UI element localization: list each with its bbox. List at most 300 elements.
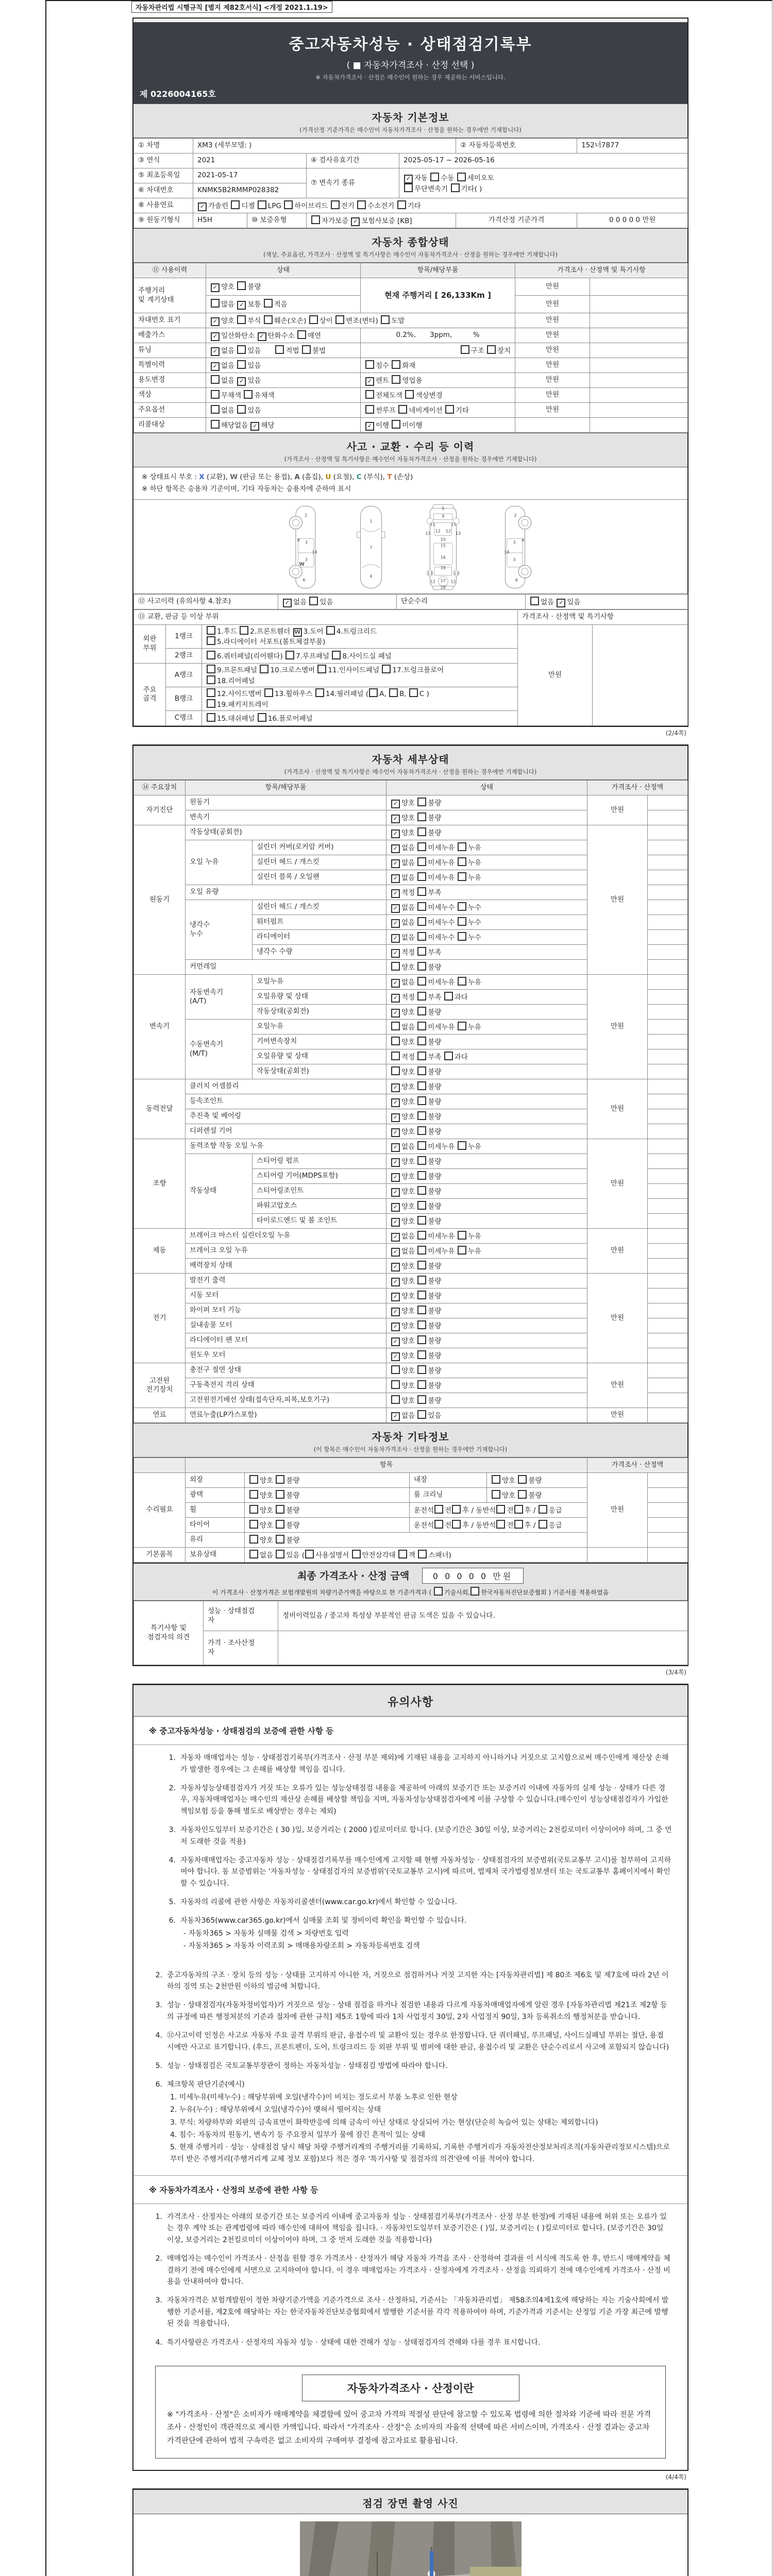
checkbox-empty[interactable] (207, 688, 215, 697)
check-cell[interactable]: 양호 불량 (487, 1473, 587, 1488)
checkbox-empty[interactable] (276, 1520, 284, 1529)
checkbox-empty[interactable] (417, 1350, 426, 1359)
check-cell[interactable]: ✓ 없음 있음 (206, 358, 361, 373)
check-cell[interactable]: ✓ 양호 불량 (386, 1184, 587, 1199)
check-cell[interactable]: ✓ 양호 불량 (386, 810, 587, 825)
checkbox-empty[interactable] (276, 1475, 284, 1484)
check-cell[interactable]: ✓ 양호 불량 (386, 1094, 587, 1109)
checkbox-empty[interactable] (211, 405, 220, 414)
checkbox-empty[interactable] (530, 597, 539, 605)
check-cell[interactable]: 양호 불량 (386, 1064, 587, 1079)
checkbox-checked[interactable]: ✓ (391, 1113, 400, 1122)
checkbox-empty[interactable] (417, 1246, 426, 1255)
check-cell[interactable]: ✓ 양호 불량 (386, 1289, 587, 1303)
checkbox-empty[interactable] (444, 992, 453, 1001)
checkbox-empty[interactable] (445, 405, 454, 414)
check-cell[interactable]: ✓ 양호 불량 (386, 795, 587, 810)
checkbox-empty[interactable] (381, 315, 390, 324)
checkbox-checked[interactable]: ✓ (391, 859, 400, 868)
check-cell[interactable]: 1.후드 2.프론트휀더 W 3.도어 4.트렁크리드 5.라디에이터 서포트(볼트체결부품) (202, 624, 518, 648)
check-cell[interactable]: ✓ 양호 불량 (386, 1274, 587, 1289)
check-cell[interactable]: ✓ 양호 불량 (386, 1109, 587, 1124)
checkbox-checked[interactable]: ✓ (391, 1009, 400, 1018)
checkbox-checked[interactable]: ✓ (404, 175, 413, 183)
checkbox-empty[interactable] (331, 200, 340, 209)
checkbox-empty[interactable] (207, 665, 215, 673)
checkbox-empty[interactable] (434, 1587, 443, 1596)
checkbox-checked[interactable]: ✓ (250, 422, 259, 431)
checkbox-empty[interactable] (207, 626, 215, 635)
check-cell[interactable]: ✓ 없음 미세누유 누유 (386, 1139, 587, 1154)
checkbox-empty[interactable] (240, 626, 248, 635)
checkbox-empty[interactable] (434, 1520, 443, 1529)
checkbox-empty[interactable] (458, 917, 466, 926)
checkbox-empty[interactable] (514, 1520, 523, 1529)
value-transmission[interactable]: ✓ 자동 수동 세미오토 무단변속기 기타( ) (399, 168, 688, 198)
checkbox-checked[interactable]: ✓ (283, 599, 292, 607)
checkbox-empty[interactable] (417, 962, 426, 971)
checkbox-empty[interactable] (207, 651, 215, 659)
checkbox-checked[interactable]: ✓ (557, 599, 565, 607)
checkbox-checked[interactable]: ✓ (391, 829, 400, 838)
checkbox-checked[interactable]: ✓ (391, 1173, 400, 1182)
checkbox-empty[interactable] (417, 887, 426, 896)
checkbox-checked[interactable]: ✓ (237, 301, 246, 310)
checkbox-empty[interactable] (249, 1475, 258, 1484)
checkbox-checked[interactable]: ✓ (391, 1308, 400, 1316)
section-etc-note: (이 항목은 매수인이 자동차가격조사 · 산정을 원하는 경우에만 기재합니다) (313, 1446, 508, 1453)
checkbox-checked[interactable]: ✓ (391, 1188, 400, 1197)
checkbox-empty[interactable] (452, 1505, 461, 1514)
check-cell[interactable]: 없음 ✓ 있음 (206, 373, 361, 388)
checkbox-empty[interactable] (417, 1007, 426, 1015)
check-cell[interactable]: ✓ 적정 부족 (386, 885, 587, 900)
checkbox-checked[interactable]: ✓ (391, 874, 400, 883)
check-cell[interactable]: 적정 부족 과다 (386, 1049, 587, 1064)
checkbox-checked[interactable]: ✓ (391, 1203, 400, 1212)
check-cell[interactable]: ✓ 양호 불량 (386, 1333, 587, 1348)
checkbox-empty[interactable] (417, 1291, 426, 1299)
checkbox-empty[interactable] (417, 1141, 426, 1150)
checkbox-empty[interactable] (276, 1505, 284, 1514)
checkbox-empty[interactable] (417, 827, 426, 836)
checkbox-empty[interactable] (276, 1490, 284, 1499)
checkbox-empty[interactable] (332, 651, 341, 659)
check-cell[interactable]: 양호 불량 (245, 1503, 410, 1518)
check-cell[interactable]: ✓ 없음 미세누유 누유 (386, 1244, 587, 1259)
checkbox-checked[interactable]: ✓ (391, 815, 400, 823)
checkbox-empty[interactable] (365, 360, 374, 369)
checkbox-empty[interactable] (391, 962, 400, 971)
checkbox-empty[interactable] (249, 1505, 258, 1514)
checkbox-checked[interactable]: ✓ (211, 283, 220, 292)
checkbox-empty[interactable] (275, 345, 284, 354)
checkbox-empty[interactable] (365, 405, 374, 414)
checkbox-checked[interactable]: ✓ (391, 1293, 400, 1301)
check-cell[interactable]: ✓ 없음 미세누유 누유 (386, 975, 587, 990)
check-cell[interactable]: 양호 불량 (245, 1473, 410, 1488)
panel-number-7: 7 (369, 545, 373, 550)
checkbox-empty[interactable] (539, 1520, 547, 1529)
checkbox-empty[interactable] (357, 200, 366, 209)
checkbox-empty[interactable] (518, 1490, 527, 1499)
check-cell[interactable]: 전체도색 색상변경 (361, 388, 515, 403)
checkbox-empty[interactable] (382, 665, 391, 673)
checkbox-empty[interactable] (297, 330, 306, 339)
checkbox-empty[interactable] (392, 420, 400, 429)
checkbox-empty[interactable] (211, 299, 220, 308)
check-cell[interactable]: 무채색 유채색 (206, 388, 361, 403)
checkbox-checked[interactable]: ✓ (391, 919, 400, 928)
checkbox-empty[interactable] (258, 713, 266, 722)
checkbox-empty[interactable] (417, 812, 426, 821)
checkbox-empty[interactable] (305, 1550, 314, 1558)
checkbox-empty[interactable] (211, 390, 220, 399)
checkbox-checked[interactable]: ✓ (391, 904, 400, 913)
checkbox-empty[interactable] (417, 1096, 426, 1105)
check-cell[interactable]: 양호 불량 (386, 960, 587, 975)
checkbox-empty[interactable] (311, 215, 320, 224)
checkbox-empty[interactable] (487, 345, 496, 354)
checkbox-empty[interactable] (391, 1022, 400, 1030)
check-cell[interactable]: ✓ 양호 불량 (386, 825, 587, 840)
checkbox-empty[interactable] (417, 1037, 426, 1045)
check-cell[interactable]: 없음 있음 ( 사용설명서 안전삼각대 잭 스패너) (245, 1548, 587, 1563)
section-detail-state (133, 745, 687, 780)
check-cell[interactable]: 없음 미세누유 누유 (386, 1020, 587, 1035)
checkbox-checked[interactable]: ✓ (391, 800, 400, 808)
checkbox-checked[interactable]: ✓ (391, 1158, 400, 1167)
checkbox-checked[interactable]: ✓ (391, 1412, 400, 1421)
check-cell[interactable]: 없음 있음 (206, 403, 361, 418)
checkbox-checked[interactable]: ✓ (391, 934, 400, 943)
checkbox-empty[interactable] (417, 1216, 426, 1225)
check-cell[interactable]: ✓ 양호 불량 (386, 1154, 587, 1169)
check-cell[interactable]: ✓ 양호 불량 (386, 1259, 587, 1274)
checkbox-empty[interactable] (417, 992, 426, 1001)
checkbox-empty[interactable] (417, 1111, 426, 1120)
checkbox-w-mark[interactable]: W (293, 628, 302, 637)
checkbox-empty[interactable] (417, 977, 426, 986)
check-cell[interactable]: ✓ 없음 미세누유 누유 (386, 1229, 587, 1244)
checkbox-empty[interactable] (417, 1320, 426, 1329)
checkbox-checked[interactable]: ✓ (211, 362, 220, 371)
checkbox-empty[interactable] (276, 1535, 284, 1544)
checkbox-empty[interactable] (391, 1052, 400, 1060)
checkbox-empty[interactable] (452, 1520, 461, 1529)
checkbox-empty[interactable] (417, 1276, 426, 1284)
checkbox-checked[interactable]: ✓ (391, 889, 400, 898)
checkbox-empty[interactable] (365, 390, 374, 399)
cell (648, 1393, 688, 1408)
checkbox-checked[interactable]: ✓ (391, 1143, 400, 1152)
checkbox-empty[interactable] (237, 281, 246, 290)
checkbox-empty[interactable] (404, 183, 413, 192)
checkbox-empty[interactable] (397, 200, 406, 209)
checkbox-empty[interactable] (237, 405, 246, 414)
checkbox-empty[interactable] (496, 1505, 505, 1514)
checkbox-empty[interactable] (492, 1475, 500, 1484)
checkbox-empty[interactable] (284, 200, 293, 209)
checkbox-empty[interactable] (417, 947, 426, 956)
checkbox-empty[interactable] (211, 375, 220, 384)
checkbox-empty[interactable] (417, 1365, 426, 1374)
checkbox-empty[interactable] (417, 798, 426, 806)
checkbox-empty[interactable] (417, 1081, 426, 1090)
checkbox-checked[interactable]: ✓ (391, 1323, 400, 1331)
checkbox-empty[interactable] (457, 173, 466, 181)
check-cell[interactable]: ✓ 양호 불량 (386, 1124, 587, 1139)
check-cell[interactable]: 침수 화재 (361, 358, 515, 373)
checkbox-empty[interactable] (417, 902, 426, 911)
checkbox-empty[interactable] (458, 1246, 466, 1255)
check-cell[interactable]: ✓ 렌트 영업용 (361, 373, 515, 388)
check-cell[interactable]: 15.대쉬패널 16.플로어패널 (202, 711, 518, 726)
section-accident-history (133, 433, 687, 467)
checkbox-empty[interactable] (249, 1535, 258, 1544)
checkbox-empty[interactable] (249, 1550, 258, 1558)
checkbox-empty[interactable] (302, 345, 311, 354)
checkbox-checked[interactable]: ✓ (391, 1248, 400, 1257)
checkbox-empty[interactable] (417, 1395, 426, 1404)
checkbox-checked[interactable]: ✓ (198, 202, 207, 211)
checkbox-empty[interactable] (237, 360, 246, 369)
checkbox-checked[interactable]: ✓ (391, 1263, 400, 1272)
check-cell[interactable]: ✓ 일산화탄소 ✓ 탄화수소 매연 (206, 328, 361, 343)
check-cell[interactable]: 9.프론트패널 10.크로스멤버 11.인사이드패널 17.트렁크플로어 18.리어패널 (202, 663, 518, 687)
check-cell[interactable]: ✓ 양호 불량 (386, 1169, 587, 1184)
check-cell[interactable]: 구조 장치 (361, 343, 515, 358)
check-cell[interactable]: ✓ 양호 불량 (386, 1303, 587, 1318)
check-cell[interactable]: ✓ 양호 부식 훼손(오손) 상이 변조(변타) 도말 (206, 313, 515, 328)
checkbox-empty[interactable] (231, 200, 240, 209)
checkbox-empty[interactable] (207, 699, 215, 708)
checkbox-empty[interactable] (207, 713, 215, 722)
checkbox-checked[interactable]: ✓ (391, 979, 400, 988)
checkbox-empty[interactable] (518, 1475, 527, 1484)
check-cell[interactable]: ✓ 적정 부족 과다 (386, 990, 587, 1005)
checkbox-empty[interactable] (260, 665, 268, 673)
checkbox-empty[interactable] (417, 1022, 426, 1030)
checkbox-empty[interactable] (249, 1520, 258, 1529)
checkbox-empty[interactable] (461, 345, 469, 354)
check-cell[interactable]: ✓ 없음 미세누유 누유 (386, 840, 587, 855)
value-accident-history[interactable]: ✓ 없음 있음 (278, 594, 397, 609)
checkbox-empty[interactable] (451, 183, 460, 192)
checkbox-empty[interactable] (417, 932, 426, 941)
checkbox-empty[interactable] (417, 857, 426, 866)
checkbox-checked[interactable]: ✓ (351, 217, 360, 226)
check-cell[interactable]: 양호 불량 (245, 1488, 410, 1503)
checkbox-empty[interactable] (244, 390, 253, 399)
checkbox-checked[interactable]: ✓ (391, 1083, 400, 1092)
checkbox-checked[interactable]: ✓ (391, 1337, 400, 1346)
check-cell[interactable]: 많음 ✓ 보통 적음 (206, 296, 361, 313)
checkbox-empty[interactable] (417, 1156, 426, 1165)
checkbox-empty[interactable] (335, 315, 344, 324)
check-cell[interactable]: 양호 불량 (487, 1488, 587, 1503)
checkbox-empty[interactable] (417, 1171, 426, 1180)
checkbox-empty[interactable] (264, 299, 273, 308)
checkbox-empty[interactable] (398, 1550, 407, 1558)
checkbox-checked[interactable]: ✓ (365, 377, 374, 386)
checkbox-empty[interactable] (417, 1410, 426, 1419)
checkbox-empty[interactable] (264, 315, 273, 324)
checkbox-empty[interactable] (398, 405, 407, 414)
checkbox-empty[interactable] (207, 636, 215, 645)
checkbox-empty[interactable] (417, 1231, 426, 1240)
checkbox-empty[interactable] (276, 1550, 284, 1558)
checkbox-empty[interactable] (369, 688, 378, 697)
checkbox-empty[interactable] (391, 1037, 400, 1045)
check-cell[interactable]: 12.사이드멤버 13.휠하우스 14.필러패널 ( A, B, C ) 19.패키지트레이 (202, 687, 518, 711)
checkbox-empty[interactable] (391, 1066, 400, 1075)
check-cell[interactable]: 양호 불량 (386, 1035, 587, 1049)
checkbox-empty[interactable] (417, 1126, 426, 1135)
checkbox-empty[interactable] (352, 1550, 361, 1558)
checkbox-empty[interactable] (417, 1186, 426, 1195)
checkbox-checked[interactable]: ✓ (211, 317, 220, 326)
check-cell[interactable]: ✓ 이행 미이행 (361, 418, 515, 433)
panel-number-3: 3 (513, 557, 516, 562)
checkbox-empty[interactable] (492, 1490, 500, 1499)
checkbox-empty[interactable] (391, 1380, 400, 1389)
checkbox-checked[interactable]: ✓ (391, 1098, 400, 1107)
checkbox-empty[interactable] (470, 1587, 479, 1596)
checkbox-empty[interactable] (417, 872, 426, 881)
checkbox-empty[interactable] (417, 1052, 426, 1060)
checkbox-checked[interactable]: ✓ (391, 1233, 400, 1242)
notice-item (162, 1752, 672, 1775)
checkbox-empty[interactable] (417, 1261, 426, 1269)
checkbox-empty[interactable] (417, 842, 426, 851)
checkbox-empty[interactable] (417, 1306, 426, 1314)
checkbox-empty[interactable] (458, 1231, 466, 1240)
value-car-name: XM3 (세부모델: ) (193, 139, 456, 154)
checkbox-empty[interactable] (391, 1395, 400, 1404)
cell: 실린더 커버(로커암 커버) (253, 840, 386, 855)
checkbox-empty[interactable] (430, 173, 439, 181)
checkbox-empty[interactable] (389, 688, 398, 697)
checkbox-empty[interactable] (417, 1066, 426, 1075)
checkbox-empty[interactable] (237, 315, 246, 324)
check-cell[interactable]: ✓ 없음 미세누유 누유 (386, 855, 587, 870)
checkbox-empty[interactable] (496, 1520, 505, 1529)
check-cell[interactable]: ✓ 적정 부족 (386, 945, 587, 960)
checkbox-empty[interactable] (392, 360, 400, 369)
checkbox-empty[interactable] (458, 1141, 466, 1150)
checkbox-empty[interactable] (417, 917, 426, 926)
check-cell[interactable]: ✓ 양호 불량 (386, 1318, 587, 1333)
checkbox-empty[interactable] (458, 857, 466, 866)
checkbox-empty[interactable] (539, 1505, 547, 1514)
check-cell[interactable]: 양호 불량 (386, 1363, 587, 1378)
checkbox-empty[interactable] (391, 1365, 400, 1374)
checkbox-empty[interactable] (405, 390, 414, 399)
check-cell[interactable]: ✓ 양호 불량 (386, 1214, 587, 1229)
checkbox-empty[interactable] (392, 375, 400, 384)
check-cell[interactable]: ✓ 없음 있음 (386, 1408, 587, 1423)
value-fuel[interactable]: ✓ 가솔린 디젤 LPG 하이브리드 전기 수소전기 기타 (193, 198, 688, 213)
check-cell[interactable]: 양호 불량 (386, 1393, 587, 1408)
panel-number-13: 13 (455, 531, 461, 536)
check-cell[interactable]: 운전석 전 후 / 동반석 전 후 / 응급 (410, 1503, 587, 1518)
checkbox-checked[interactable]: ✓ (365, 422, 374, 431)
checkbox-empty[interactable] (434, 1505, 443, 1514)
checkbox-checked[interactable]: ✓ (391, 844, 400, 853)
check-cell[interactable]: 양호 불량 (245, 1518, 410, 1533)
check-cell[interactable]: 양호 불량 (245, 1533, 587, 1548)
checkbox-empty[interactable] (264, 688, 273, 697)
checkbox-empty[interactable] (317, 665, 326, 673)
checkbox-checked[interactable]: ✓ (391, 1128, 400, 1137)
check-cell[interactable]: 해당없음 ✓ 해당 (206, 418, 361, 433)
value-warranty-type[interactable]: 자가보증 ✓ 보험사보증 [KB] (307, 213, 456, 228)
checkbox-empty[interactable] (249, 1490, 258, 1499)
checkbox-empty[interactable] (458, 932, 466, 941)
check-cell[interactable]: ✓ 양호 불량 (386, 1005, 587, 1020)
checkbox-checked[interactable]: ✓ (391, 994, 400, 1003)
check-cell[interactable]: ✓ 양호 불량 (386, 1079, 587, 1094)
checkbox-empty[interactable] (315, 688, 324, 697)
check-cell[interactable]: ✓ 양호 불량 (206, 278, 361, 296)
checkbox-empty[interactable] (417, 1380, 426, 1389)
check-cell[interactable]: ✓ 양호 불량 (386, 1199, 587, 1214)
checkbox-empty[interactable] (458, 977, 466, 986)
checkbox-empty[interactable] (458, 1022, 466, 1030)
checkbox-empty[interactable] (458, 872, 466, 881)
checkbox-checked[interactable]: ✓ (211, 332, 220, 341)
checkbox-empty[interactable] (458, 902, 466, 911)
check-cell[interactable]: ✓ 없음 미세누수 누수 (386, 915, 587, 930)
checkbox-checked[interactable]: ✓ (258, 332, 266, 341)
checkbox-empty[interactable] (514, 1505, 523, 1514)
checkbox-checked[interactable]: ✓ (237, 377, 246, 386)
checkbox-checked[interactable]: ✓ (391, 1278, 400, 1286)
checkbox-empty[interactable] (211, 420, 220, 429)
check-cell[interactable]: ✓ 양호 불량 (386, 1348, 587, 1363)
checkbox-checked[interactable]: ✓ (391, 1352, 400, 1361)
checkbox-empty[interactable] (285, 651, 294, 659)
check-cell[interactable]: 운전석 전 후 / 동반석 전 후 / 응급 (410, 1518, 587, 1533)
checkbox-empty[interactable] (207, 675, 215, 684)
checkbox-checked[interactable]: ✓ (391, 949, 400, 958)
checkbox-empty[interactable] (417, 1201, 426, 1210)
checkbox-checked[interactable]: ✓ (211, 347, 220, 356)
notice-groupC-list (133, 2204, 687, 2359)
checkbox-empty[interactable] (409, 688, 418, 697)
checkbox-empty[interactable] (444, 1052, 453, 1060)
check-cell[interactable]: 양호 불량 (386, 1378, 587, 1393)
cell (590, 373, 688, 388)
check-cell[interactable]: ✓ 없음 미세누수 누수 (386, 930, 587, 945)
checkbox-empty[interactable] (309, 315, 318, 324)
check-cell[interactable]: ✓ 없음 미세누수 누수 (386, 900, 587, 915)
check-cell[interactable]: 썬루프 네비게이션 기타 (361, 403, 515, 418)
checkbox-empty[interactable] (417, 1335, 426, 1344)
checkbox-empty[interactable] (309, 597, 318, 605)
check-cell[interactable]: ✓ 없음 있음 적법 불법 (206, 343, 361, 358)
check-cell[interactable]: 6.쿼터패널(리어휀다) 7.루프패널 8.사이드실 패널 (202, 648, 518, 663)
checkbox-empty[interactable] (326, 626, 335, 635)
checkbox-empty[interactable] (237, 345, 246, 354)
checkbox-empty[interactable] (458, 842, 466, 851)
checkbox-empty[interactable] (258, 200, 266, 209)
checkbox-checked[interactable]: ✓ (391, 1218, 400, 1227)
checkbox-empty[interactable] (418, 1550, 427, 1558)
check-cell[interactable]: ✓ 없음 미세누유 누유 (386, 870, 587, 885)
value-simple-repair[interactable]: 없음 ✓ 있음 (526, 594, 688, 609)
